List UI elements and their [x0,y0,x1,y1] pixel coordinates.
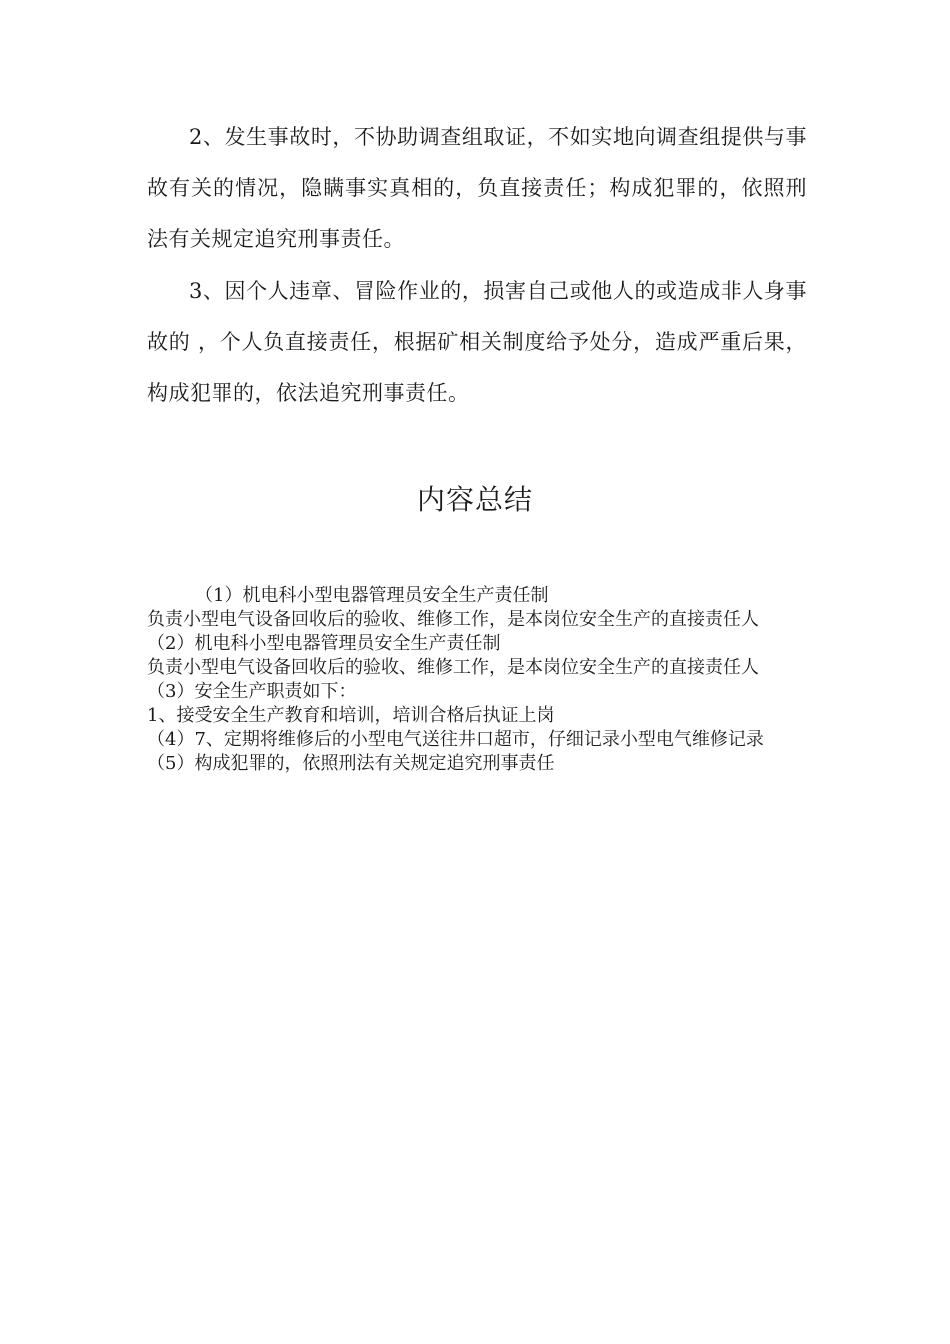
summary-block [147,584,807,776]
summary-line: 负责小型电气设备回收后的验收、维修工作，是本岗位安全生产的直接责任人 [147,657,759,678]
summary-heading: 内容总结 [416,483,533,516]
summary-line: 1、接受安全生产教育和培训，培训合格后执证上岗 [147,705,555,726]
summary-line: （5）构成犯罪的，依照刑法有关规定追究刑事责任 [147,753,555,774]
summary-line: （2）机电科小型电器管理员安全生产责任制 [147,633,501,654]
body-paragraph-2 [147,112,807,265]
summary-line: （4）7、定期将维修后的小型电气送往井口超市，仔细记录小型电气维修记录 [147,729,764,750]
paragraph-text: 2、发生事故时，不协助调查组取证，不如实地向调查组提供与事故有关的情况，隐瞒事实真相的，负直接责任；构成犯罪的，依照刑法有关规定追究刑事责任。 [147,125,807,251]
body-paragraph-3 [147,266,807,419]
summary-line: （3）安全生产职责如下： [147,681,357,702]
summary-line: （1）机电科小型电器管理员安全生产责任制 [195,585,549,606]
paragraph-text: 3、因个人违章、冒险作业的，损害自己或他人的或造成非人身事故的 ，个人负直接责任，根据矿相关制度给予处分，造成严重后果，构成犯罪的，依法追究刑事责任。 [147,279,807,405]
summary-line: 负责小型电气设备回收后的验收、维修工作，是本岗位安全生产的直接责任人 [147,609,759,630]
